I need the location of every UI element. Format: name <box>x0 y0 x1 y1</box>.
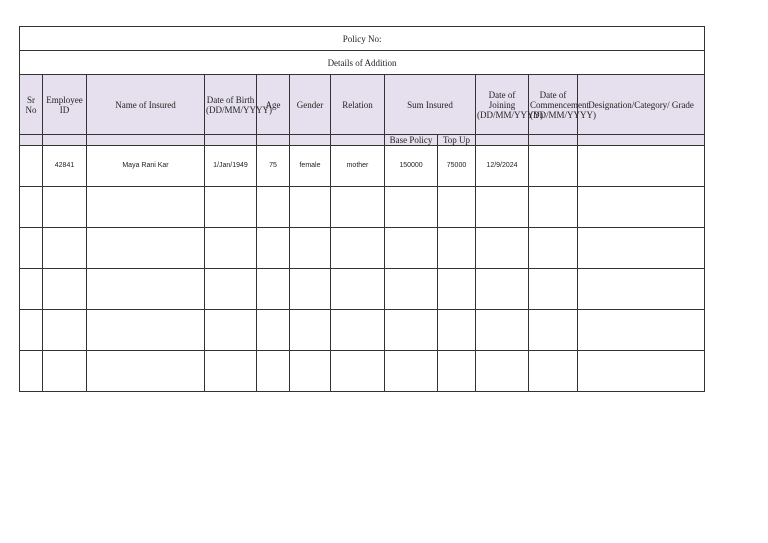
cell-top-up[interactable] <box>438 351 476 392</box>
header-name-of-insured: Name of Insured <box>87 75 205 135</box>
cell-employee-id[interactable] <box>43 310 87 351</box>
cell-age[interactable] <box>257 269 290 310</box>
cell-relation[interactable] <box>331 269 385 310</box>
addition-details-table <box>19 26 705 392</box>
cell-relation[interactable] <box>331 351 385 392</box>
column-header-row <box>20 75 705 135</box>
cell-date-of-joining[interactable] <box>476 187 529 228</box>
cell-date-of-joining[interactable] <box>476 228 529 269</box>
header-top-up: Top Up <box>438 135 476 146</box>
cell-base-policy[interactable] <box>385 351 438 392</box>
sub-header-row <box>20 135 705 146</box>
table-row <box>20 187 705 228</box>
cell-designation[interactable] <box>578 269 705 310</box>
cell-dob[interactable]: 1/Jan/1949 <box>205 146 257 187</box>
cell-gender[interactable] <box>290 228 331 269</box>
cell-sr-no[interactable] <box>20 351 43 392</box>
header-gender: Gender <box>290 75 331 135</box>
cell-gender[interactable] <box>290 310 331 351</box>
cell-name[interactable] <box>87 351 205 392</box>
cell-date-of-commencement[interactable] <box>529 351 578 392</box>
table-row <box>20 146 705 187</box>
table-row <box>20 310 705 351</box>
sub-header-cell <box>529 135 578 146</box>
cell-dob[interactable] <box>205 310 257 351</box>
cell-sr-no[interactable] <box>20 310 43 351</box>
cell-designation[interactable] <box>578 187 705 228</box>
sub-header-cell <box>43 135 87 146</box>
cell-designation[interactable] <box>578 351 705 392</box>
cell-employee-id[interactable] <box>43 351 87 392</box>
header-designation: Designation/Category/ Grade <box>578 75 705 135</box>
cell-name[interactable] <box>87 228 205 269</box>
header-employee-id: Employee ID <box>43 75 87 135</box>
cell-date-of-commencement[interactable] <box>529 310 578 351</box>
cell-name[interactable] <box>87 187 205 228</box>
cell-age[interactable] <box>257 187 290 228</box>
cell-date-of-commencement[interactable] <box>529 228 578 269</box>
cell-date-of-joining[interactable]: 12/9/2024 <box>476 146 529 187</box>
cell-employee-id[interactable] <box>43 228 87 269</box>
cell-name[interactable]: Maya Rani Kar <box>87 146 205 187</box>
cell-date-of-joining[interactable] <box>476 310 529 351</box>
cell-employee-id[interactable] <box>43 187 87 228</box>
cell-sr-no[interactable] <box>20 146 43 187</box>
cell-sr-no[interactable] <box>20 228 43 269</box>
cell-designation[interactable] <box>578 310 705 351</box>
cell-top-up[interactable] <box>438 228 476 269</box>
cell-top-up[interactable]: 75000 <box>438 146 476 187</box>
sub-header-cell <box>205 135 257 146</box>
cell-age[interactable]: 75 <box>257 146 290 187</box>
header-date-of-joining: Date of Joining (DD/MM/YYYY) <box>476 75 529 135</box>
cell-date-of-commencement[interactable] <box>529 187 578 228</box>
cell-gender[interactable] <box>290 351 331 392</box>
cell-designation[interactable] <box>578 146 705 187</box>
cell-date-of-commencement[interactable] <box>529 269 578 310</box>
cell-base-policy[interactable] <box>385 187 438 228</box>
sub-header-cell <box>87 135 205 146</box>
header-relation: Relation <box>331 75 385 135</box>
cell-base-policy[interactable] <box>385 228 438 269</box>
cell-sr-no[interactable] <box>20 187 43 228</box>
header-sr-no: Sr No <box>20 75 43 135</box>
sub-header-cell <box>290 135 331 146</box>
cell-name[interactable] <box>87 310 205 351</box>
policy-no-label: Policy No: <box>20 27 705 51</box>
cell-age[interactable] <box>257 228 290 269</box>
cell-top-up[interactable] <box>438 187 476 228</box>
header-date-of-commencement: Date of Commencement (DD/MM/YYYY) <box>529 75 578 135</box>
cell-dob[interactable] <box>205 351 257 392</box>
cell-base-policy[interactable] <box>385 310 438 351</box>
section-title: Details of Addition <box>20 51 705 75</box>
cell-age[interactable] <box>257 310 290 351</box>
cell-relation[interactable]: mother <box>331 146 385 187</box>
cell-employee-id[interactable] <box>43 269 87 310</box>
sub-header-cell <box>257 135 290 146</box>
cell-sr-no[interactable] <box>20 269 43 310</box>
cell-dob[interactable] <box>205 228 257 269</box>
sub-header-cell <box>20 135 43 146</box>
cell-relation[interactable] <box>331 228 385 269</box>
header-age: Age <box>257 75 290 135</box>
cell-dob[interactable] <box>205 187 257 228</box>
cell-base-policy[interactable] <box>385 269 438 310</box>
table-row <box>20 351 705 392</box>
cell-name[interactable] <box>87 269 205 310</box>
cell-date-of-commencement[interactable] <box>529 146 578 187</box>
cell-base-policy[interactable]: 150000 <box>385 146 438 187</box>
cell-date-of-joining[interactable] <box>476 269 529 310</box>
cell-date-of-joining[interactable] <box>476 351 529 392</box>
cell-gender[interactable]: female <box>290 146 331 187</box>
cell-gender[interactable] <box>290 187 331 228</box>
cell-dob[interactable] <box>205 269 257 310</box>
cell-employee-id[interactable]: 42841 <box>43 146 87 187</box>
cell-top-up[interactable] <box>438 269 476 310</box>
sub-header-cell <box>331 135 385 146</box>
sub-header-cell <box>578 135 705 146</box>
sub-header-cell <box>476 135 529 146</box>
policy-no-row <box>20 27 705 51</box>
cell-top-up[interactable] <box>438 310 476 351</box>
table-row <box>20 228 705 269</box>
header-sum-insured: Sum Insured <box>385 75 476 135</box>
cell-designation[interactable] <box>578 228 705 269</box>
header-dob: Date of Birth (DD/MM/YYYY) <box>205 75 257 135</box>
cell-relation[interactable] <box>331 187 385 228</box>
cell-age[interactable] <box>257 351 290 392</box>
table-row <box>20 269 705 310</box>
cell-gender[interactable] <box>290 269 331 310</box>
cell-relation[interactable] <box>331 310 385 351</box>
header-base-policy: Base Policy <box>385 135 438 146</box>
section-title-row <box>20 51 705 75</box>
